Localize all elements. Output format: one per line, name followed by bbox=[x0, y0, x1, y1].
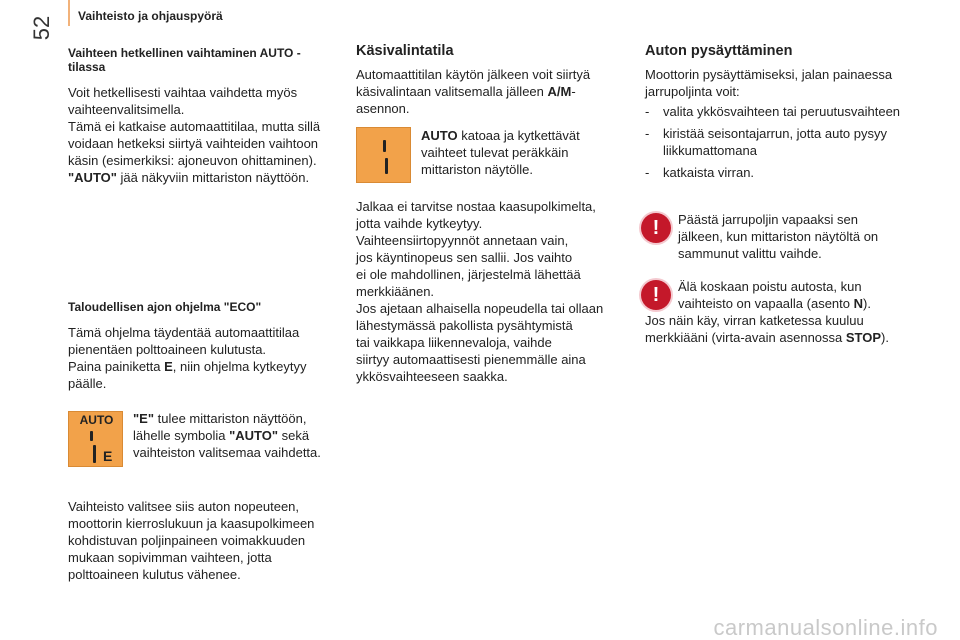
text-span: valita ykkösvaihteen tai peruutusvaihteen bbox=[663, 104, 901, 119]
text-span: käsivalintaan valitsemalla jälleen bbox=[356, 84, 548, 99]
text-line: asennon. bbox=[356, 101, 410, 116]
text-span: katoaa ja kytkettävät bbox=[457, 128, 580, 143]
text-span: kiristää seisontajarrun, jotta auto pysyy bbox=[663, 126, 887, 141]
section-title-manual-shift bbox=[68, 46, 340, 74]
list-dash: - bbox=[645, 165, 650, 180]
text-line: mukaan sopivimman vaihteen, jotta bbox=[68, 550, 272, 565]
paragraph-stopping bbox=[645, 66, 920, 181]
text-line bbox=[133, 410, 343, 427]
bold-term: E bbox=[164, 359, 173, 374]
text-line: Automaattitilan käytön jälkeen voit siirtyä bbox=[356, 67, 591, 82]
title-line: Vaihteen hetkellinen vaihtaminen AUTO - bbox=[68, 46, 301, 60]
list-dash: - bbox=[645, 104, 650, 119]
text-line: siirtyy automaattisesti pienemmälle aina bbox=[356, 352, 586, 367]
text-span: merkkiääni (virta-avain asennossa bbox=[645, 330, 846, 345]
text-line: kohdistuvan poljinpaineen voimakkuuden bbox=[68, 533, 306, 548]
text-line bbox=[68, 169, 340, 186]
text-line: vaihteenvalitsimella. bbox=[68, 102, 185, 117]
bold-term: AUTO bbox=[421, 128, 458, 143]
title-line: tilassa bbox=[68, 60, 106, 74]
warning-note-neutral bbox=[678, 278, 918, 312]
text-line: Voit hetkellisesti vaihtaa vaihdetta myös bbox=[68, 85, 298, 100]
column-1 bbox=[68, 46, 340, 186]
gear-line-icon bbox=[93, 445, 96, 463]
bold-term: A/M bbox=[547, 84, 572, 99]
text-line: Päästä jarrupoljin vapaaksi sen bbox=[678, 212, 858, 227]
auto-e-display-icon bbox=[68, 411, 123, 467]
text-span: lähelle symbolia bbox=[133, 428, 230, 443]
eco-section bbox=[68, 300, 340, 392]
text-line bbox=[356, 83, 628, 100]
section-title-manual-mode: Käsivalintatila bbox=[356, 43, 454, 59]
watermark: carmanualsonline.info bbox=[713, 615, 938, 640]
text-line: käsin (esimerkiksi: ajoneuvon ohittaminen). bbox=[68, 153, 317, 168]
paragraph-manual-mode bbox=[356, 66, 628, 117]
text-line bbox=[678, 295, 918, 312]
gear-line-icon bbox=[383, 140, 386, 152]
text-line: lähestymässä pakollista pysähtymistä bbox=[356, 318, 573, 333]
list-item bbox=[645, 164, 920, 181]
text-span: ). bbox=[863, 296, 871, 311]
text-line: polttoaineen kulutus vähenee. bbox=[68, 567, 241, 582]
list-dash: - bbox=[645, 126, 650, 141]
text-line bbox=[645, 329, 925, 346]
text-line: pienentäen polttoaineen kulutusta. bbox=[68, 342, 267, 357]
text-span: ). bbox=[881, 330, 889, 345]
text-span: tulee mittariston näyttöön, bbox=[154, 411, 307, 426]
bold-term: "AUTO" bbox=[229, 428, 279, 443]
warning-icon: ! bbox=[641, 213, 671, 243]
text-span: , niin ohjelma kytkeytyy bbox=[172, 359, 307, 374]
text-line: Jos näin käy, virran katketessa kuuluu bbox=[645, 313, 864, 328]
text-line: moottorin kierroslukuun ja kaasupolkimeen bbox=[68, 516, 315, 531]
list-item bbox=[645, 103, 920, 120]
text-line: mittariston näytölle. bbox=[421, 162, 533, 177]
manual-gear-display-icon bbox=[356, 127, 411, 183]
bold-term: "AUTO" bbox=[68, 170, 117, 185]
text-span: Paina painiketta bbox=[68, 359, 165, 374]
text-line: merkkiäänen. bbox=[356, 284, 435, 299]
text-line: Tämä ei katkaise automaattitilaa, mutta sillä bbox=[68, 119, 321, 134]
text-span: jää näkyviin mittariston näyttöön. bbox=[116, 170, 310, 185]
text-line: vaihteet tulevat peräkkäin bbox=[421, 145, 569, 160]
paragraph-eco bbox=[68, 324, 340, 392]
text-line: voidaan hetkeksi siirtyä vaihteiden vaihtoon bbox=[68, 136, 319, 151]
text-line: päälle. bbox=[68, 376, 107, 391]
text-line: Jos ajetaan alhaisella nopeudella tai ollaan bbox=[356, 301, 604, 316]
paragraph-gear-change bbox=[356, 198, 636, 385]
warning-note-neutral-continued bbox=[645, 312, 925, 346]
bold-term: "E" bbox=[133, 411, 154, 426]
paragraph-manual-shift bbox=[68, 84, 340, 186]
text-line: ei ole mahdollinen, järjestelmä lähettää bbox=[356, 267, 581, 282]
text-line bbox=[133, 427, 343, 444]
text-span: vaihteisto on vapaalla (asento bbox=[678, 296, 854, 311]
text-line: tai vaikkapa liikennevaloja, vaihde bbox=[356, 335, 552, 350]
text-span: katkaista virran. bbox=[663, 165, 755, 180]
header-accent-bar bbox=[68, 0, 70, 26]
page-number: 52 bbox=[29, 15, 54, 41]
text-line: Vaihteisto valitsee siis auton nopeuteen, bbox=[68, 499, 300, 514]
text-line: ykkösvaihteeseen saakka. bbox=[356, 369, 508, 384]
warning-note-brake bbox=[678, 211, 918, 262]
text-line bbox=[421, 127, 621, 144]
text-line: Tämä ohjelma täydentää automaattitilaa bbox=[68, 325, 300, 340]
text-span: sekä bbox=[278, 428, 310, 443]
chapter-title: Vaihteisto ja ohjauspyörä bbox=[78, 9, 223, 23]
list-item bbox=[645, 125, 920, 142]
text-line: jotta vaihde kytkeytyy. bbox=[356, 216, 483, 231]
tile-e-label: E bbox=[103, 448, 113, 464]
gear-line-icon bbox=[385, 158, 388, 174]
eco-note bbox=[133, 410, 343, 461]
paragraph-gear-selection bbox=[68, 498, 340, 583]
tile-auto-label: AUTO bbox=[79, 413, 114, 427]
text-line: Älä koskaan poistu autosta, kun bbox=[678, 279, 862, 294]
text-line: Vaihteensiirtopyynnöt annetaan vain, bbox=[356, 233, 569, 248]
text-span: - bbox=[571, 84, 576, 99]
text-line: jarrupoljinta voit: bbox=[645, 84, 740, 99]
bold-term: N bbox=[853, 296, 864, 311]
text-line: jos käyntinopeus sen sallii. Jos vaihto bbox=[356, 250, 573, 265]
bold-term: STOP bbox=[845, 330, 882, 345]
section-title-eco: Taloudellisen ajon ohjelma "ECO" bbox=[68, 300, 262, 314]
text-line: Jalkaa ei tarvitse nostaa kaasupolkimelta, bbox=[356, 199, 596, 214]
gear-line-icon bbox=[90, 431, 93, 441]
warning-icon: ! bbox=[641, 280, 671, 310]
text-line: sammunut valittu vaihde. bbox=[678, 246, 822, 261]
text-line bbox=[68, 358, 340, 375]
text-line: jälkeen, kun mittariston näytöltä on bbox=[678, 229, 879, 244]
section-title-stopping: Auton pysäyttäminen bbox=[645, 43, 793, 59]
text-line: vaihteiston valitsemaa vaihdetta. bbox=[133, 445, 321, 460]
text-line: Moottorin pysäyttämiseksi, jalan painaessa bbox=[645, 67, 893, 82]
manual-mode-note bbox=[421, 127, 621, 178]
text-line: liikkumattomana bbox=[663, 143, 757, 158]
